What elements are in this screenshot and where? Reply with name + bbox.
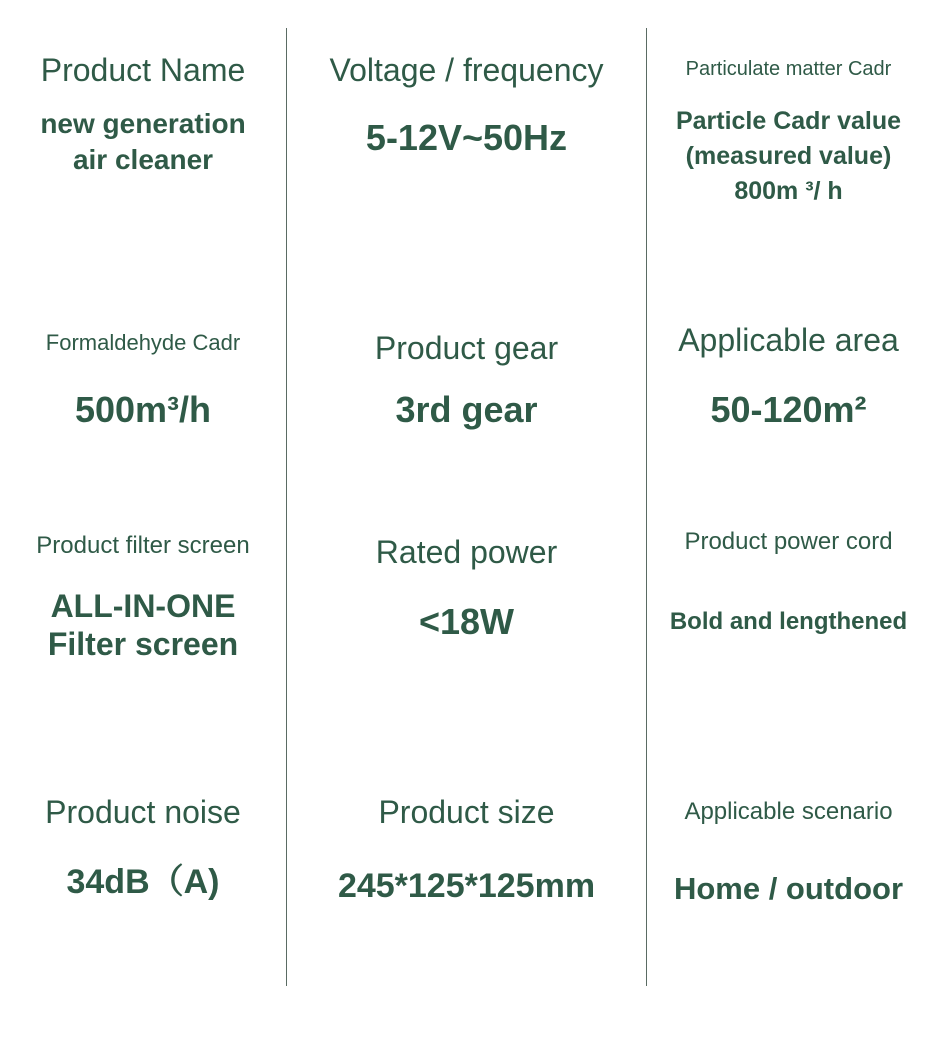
spec-cell-product-size xyxy=(287,770,646,950)
spec-value: 3rd gear xyxy=(395,389,538,430)
spec-label: Product Name xyxy=(40,52,246,88)
spec-cell-formaldehyde-cadr xyxy=(0,300,286,500)
spec-label: Rated power xyxy=(375,534,558,570)
spec-cell-filter-screen xyxy=(0,510,286,750)
spec-cell-power-cord xyxy=(647,510,930,750)
spec-value: Particle Cadr value (measured value) 800m ³/ h xyxy=(675,107,902,205)
spec-label: Applicable scenario xyxy=(684,798,893,825)
spec-label: Product noise xyxy=(45,794,241,830)
spec-cell-applicable-scenario xyxy=(647,770,930,950)
spec-label: Applicable area xyxy=(678,322,899,358)
spec-label: Product filter screen xyxy=(36,532,250,559)
spec-cell-rated-power xyxy=(287,510,646,750)
spec-value: 34dB（A) xyxy=(66,863,220,901)
spec-value: 50-120m² xyxy=(710,389,867,430)
spec-value: Bold and lengthened xyxy=(669,608,908,635)
spec-value: Home / outdoor xyxy=(673,871,904,906)
spec-value: 500m³/h xyxy=(74,389,212,430)
spec-label: Particulate matter Cadr xyxy=(685,58,892,80)
spec-value: 245*125*125mm xyxy=(337,867,596,905)
spec-label: Product size xyxy=(378,794,555,830)
spec-value: ALL-IN-ONE Filter screen xyxy=(47,588,239,662)
spec-label: Product power cord xyxy=(684,528,893,555)
spec-label: Voltage / frequency xyxy=(329,52,604,88)
spec-label: Formaldehyde Cadr xyxy=(45,330,241,355)
spec-cell-product-gear xyxy=(287,300,646,500)
spec-cell-particulate-cadr xyxy=(647,0,930,280)
spec-value: 5-12V~50Hz xyxy=(365,117,568,158)
spec-cell-applicable-area xyxy=(647,300,930,500)
spec-value: <18W xyxy=(418,601,515,642)
spec-label: Product gear xyxy=(374,330,559,366)
spec-value: new generation air cleaner xyxy=(40,108,246,176)
spec-cell-product-noise xyxy=(0,770,286,950)
spec-cell-product-name xyxy=(0,0,286,280)
spec-cell-voltage xyxy=(287,0,646,280)
